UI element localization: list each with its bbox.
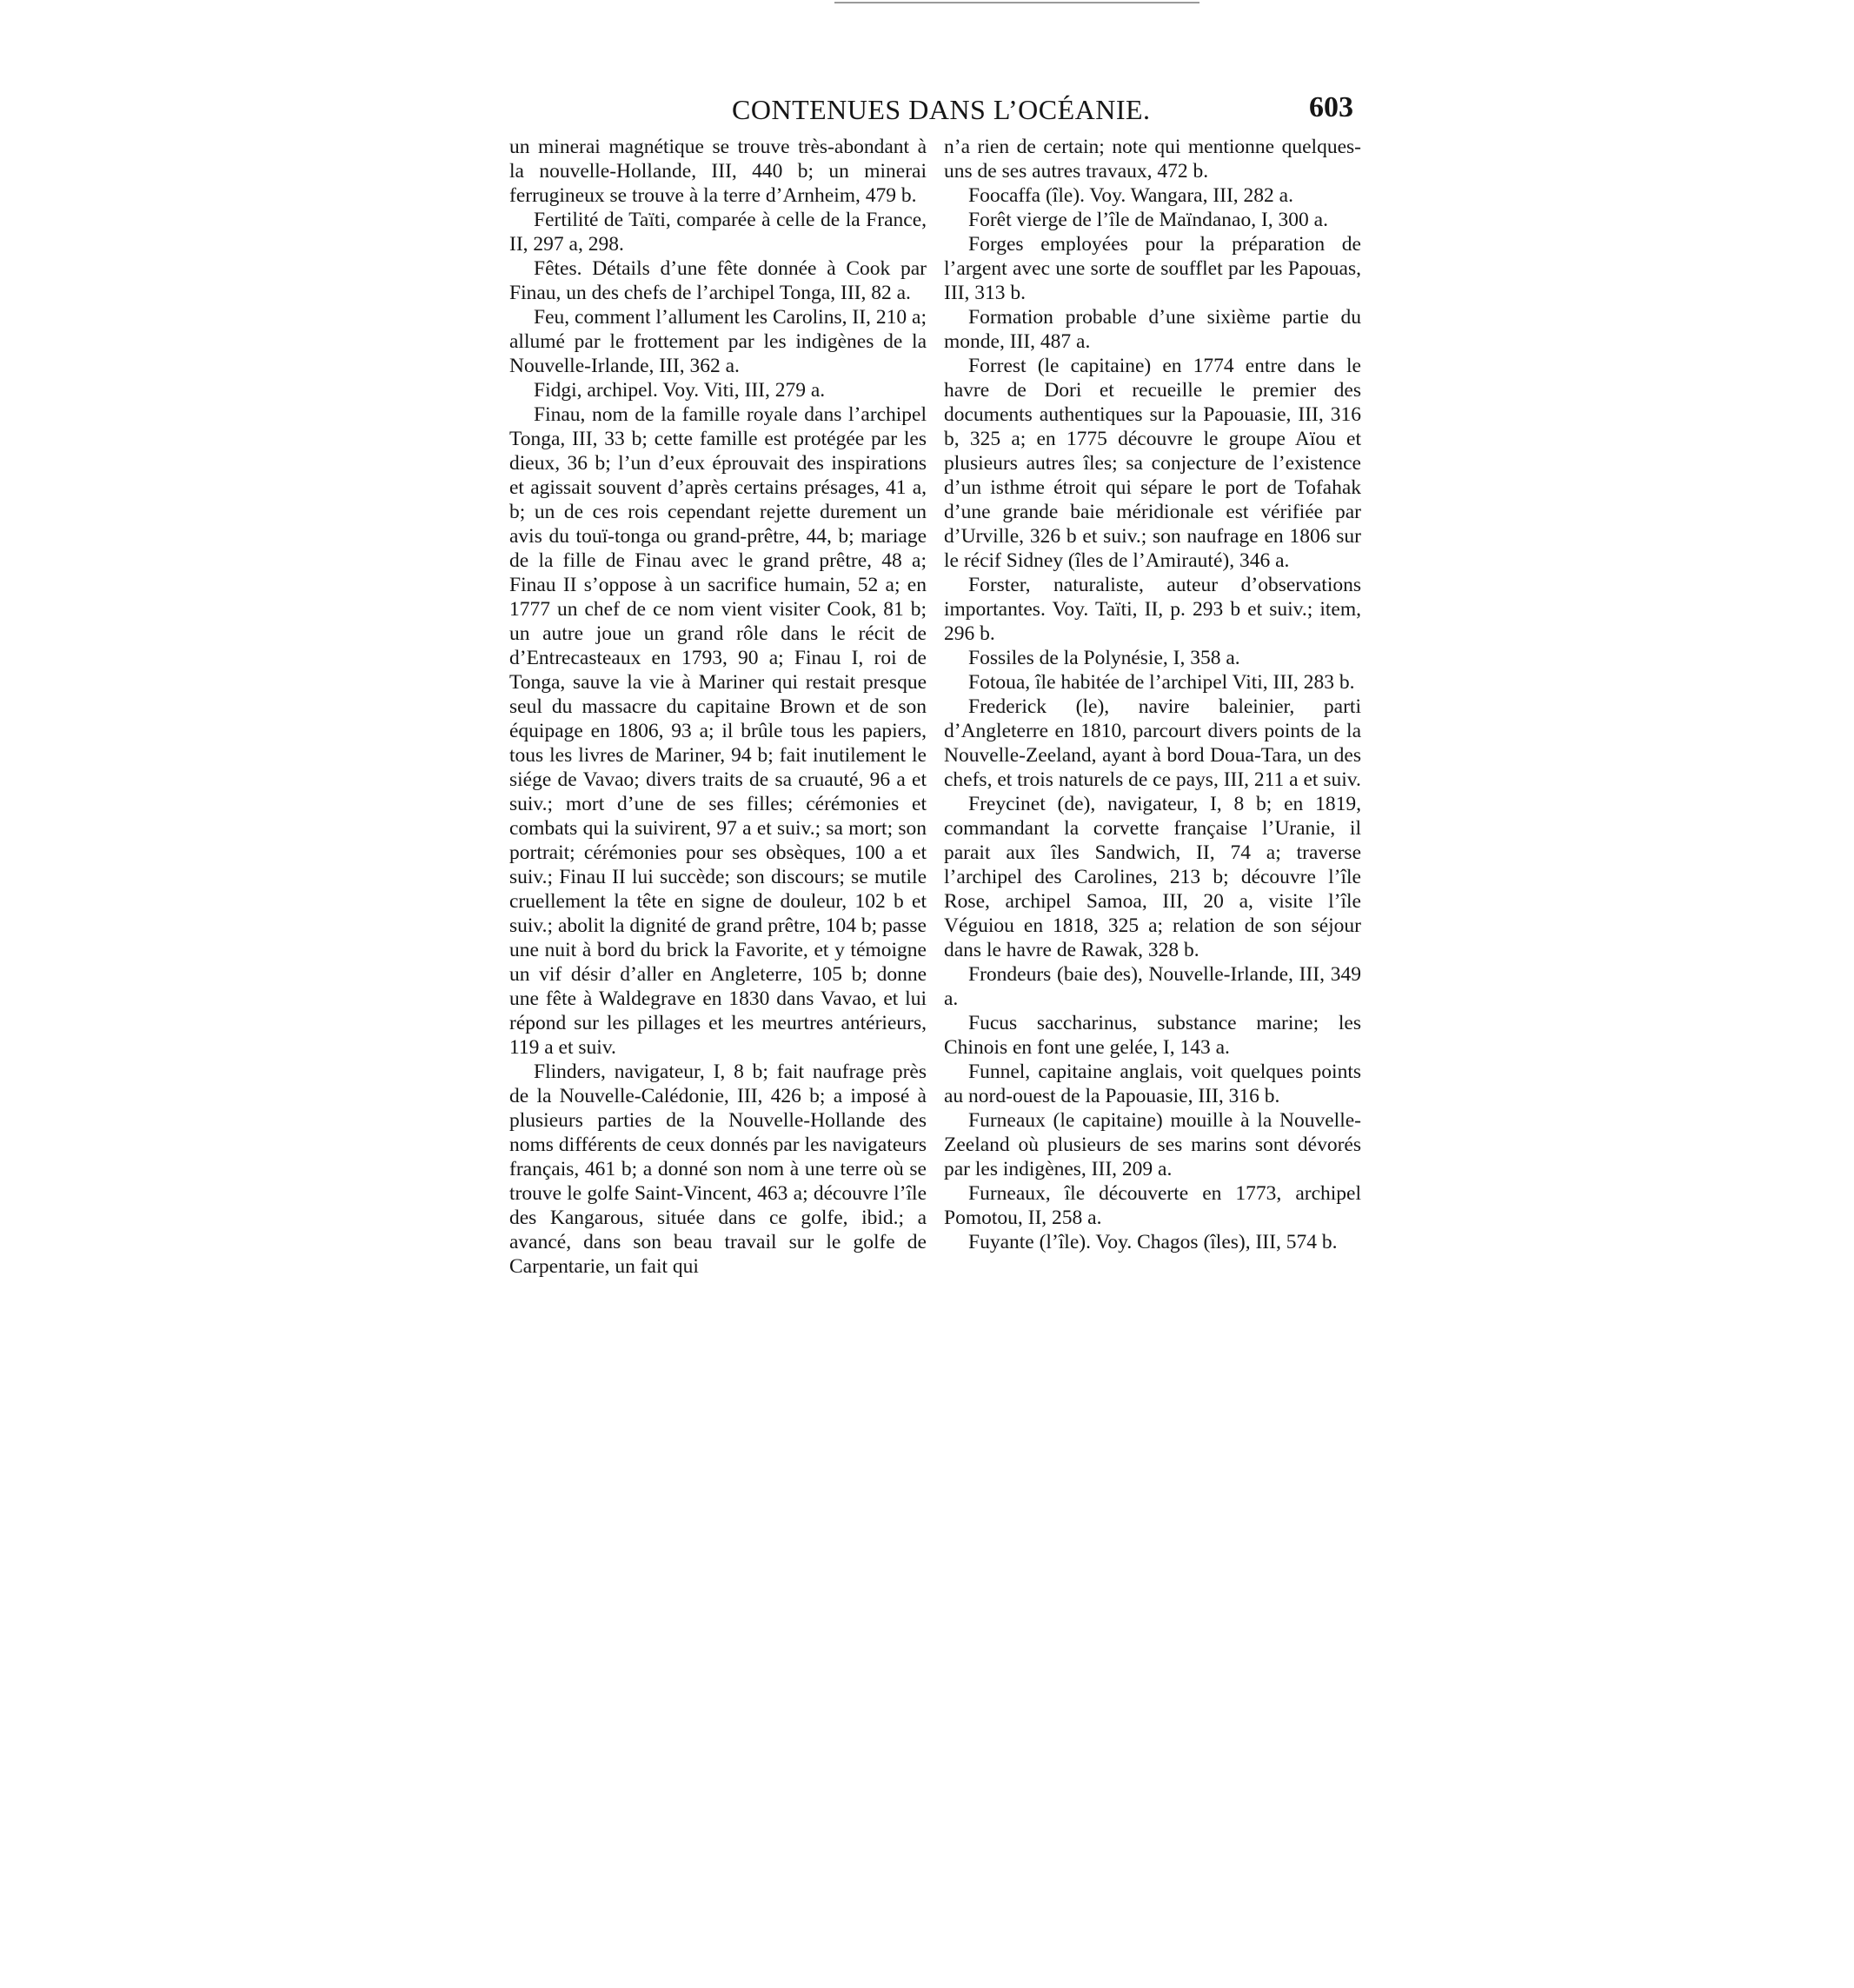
index-entry: Funnel, capitaine anglais, voit quelques points au nord-ouest de la Papouasie, III, 316 b. [944,1060,1361,1107]
index-entry: Forrest (le capitaine) en 1774 entre dans le havre de Dori et recueille le premier des documents authentiques sur la Papouasie, III, 316 b, 325 a; en 1775 découvre le groupe Aïou et plusieurs autres îles; sa conjecture de l’existence d’un isthme étroit qui sépare le port de Tofahak d’une grande baie méridionale est vérifiée par d’Urville, 326 b et suiv.; son naufrage en 1806 sur le récif Sidney (îles de l’Amirauté), 346 a. [944,355,1361,572]
right-column [944,135,1361,1254]
index-entry: Frederick (le), navire baleinier, parti d’Angleterre en 1810, parcourt divers points de la Nouvelle-Zeeland, ayant à bord Doua-Tara, un des chefs, et trois naturels de ce pays, III, 211 a et suiv. [944,695,1361,791]
index-entry: Flinders, navigateur, I, 8 b; fait naufrage près de la Nouvelle-Calédonie, III, 426 b; a imposé à plusieurs parties de la Nouvelle-Hollande des noms différents de ceux donnés par les navigateurs français, 461 b; a donné son nom à une terre où se trouve le golfe Saint-Vincent, 463 a; découvre l’île des Kangarous, située dans ce golfe, ibid.; a avancé, dans son beau travail sur le golfe de Carpentarie, un fait qui [509,1060,927,1278]
index-entry: Finau, nom de la famille royale dans l’archipel Tonga, III, 33 b; cette famille est protégée par les dieux, 36 b; l’un d’eux éprouvait des inspirations et agissait souvent d’après certains présages, 41 a, b; un de ces rois cependant rejette durement un avis du touï-tonga ou grand-prêtre, 44, b; mariage de la fille de Finau avec le grand prêtre, 48 a; Finau II s’oppose à un sacrifice humain, 52 a; en 1777 un chef de ce nom vient visiter Cook, 81 b; un autre joue un grand rôle dans le récit de d’Entrecasteaux en 1793, 90 a; Finau I, roi de Tonga, sauve la vie à Mariner qui restait presque seul du massacre du capitaine Brown et de son équipage en 1806, 93 a; il brûle tous les papiers, tous les livres de Mariner, 94 b; fait inutilement le siége de Vavao; divers traits de sa cruauté, 96 a et suiv.; mort d’une de ses filles; cérémonies et combats qui la suivirent, 97 a et suiv.; sa mort; son portrait; cérémonies pour ses obsèques, 100 a et suiv.; Finau II lui succède; son discours; se mutile cruellement la tête en signe de douleur, 102 b et suiv.; abolit la dignité de grand prêtre, 104 b; passe une nuit à bord du brick la Favorite, et y témoigne un vif désir d’aller en Angleterre, 105 b; donne une fête à Waldegrave en 1830 dans Vavao, et lui répond sur les pillages et les meurtres antérieurs, 119 a et suiv. [509,403,927,1059]
index-entry: Fêtes. Détails d’une fête donnée à Cook par Finau, un des chefs de l’archipel Tonga, III, 82 a. [509,257,927,304]
index-entry: Fertilité de Taïti, comparée à celle de la France, II, 297 a, 298. [509,209,927,256]
index-entry: Feu, comment l’allument les Carolins, II, 210 a; allumé par le frottement par les indigènes de la Nouvelle-Irlande, III, 362 a. [509,306,927,377]
index-entry: Fotoua, île habitée de l’archipel Viti, III, 283 b. [968,671,1355,694]
index-entry: un minerai magnétique se trouve très-abondant à la nouvelle-Hollande, III, 440 b; un minerai ferrugineux se trouve à la terre d’Arnheim, 479 b. [509,136,927,207]
index-entry: Formation probable d’une sixième partie du monde, III, 487 a. [944,306,1361,353]
left-column [509,135,927,1279]
page-title: CONTENUES DANS L’OCÉANIE. [732,94,1151,125]
index-entry: n’a rien de certain; note qui mentionne quelques-uns de ses autres travaux, 472 b. [944,136,1361,183]
index-entry: Forges employées pour la préparation de l’argent avec une sorte de soufflet par les Papouas, III, 313 b. [944,233,1361,304]
scan-artifact-top [834,2,1199,3]
index-entry: Furneaux (le capitaine) mouille à la Nouvelle-Zeeland où plusieurs de ses marins sont dévorés par les indigènes, III, 209 a. [944,1109,1361,1180]
index-entry: Forster, naturaliste, auteur d’observations importantes. Voy. Taïti, II, p. 293 b et suiv.; item, 296 b. [944,574,1361,645]
index-entry: Fuyante (l’île). Voy. Chagos (îles), III, 574 b. [968,1231,1338,1253]
index-entry: Forêt vierge de l’île de Maïndanao, I, 300 a. [968,209,1328,231]
page-number: 603 [1309,91,1353,123]
index-entry: Freycinet (de), navigateur, I, 8 b; en 1819, commandant la corvette française l’Uranie, il parait aux îles Sandwich, II, 74 a; traverse l’archipel des Carolines, 213 b; découvre l’île Rose, archipel Samoa, III, 20 a, visite l’île Véguiou en 1818, 325 a; relation de son séjour dans le havre de Rawak, 328 b. [944,793,1361,961]
index-entry: Fucus saccharinus, substance marine; les Chinois en font une gelée, I, 143 a. [944,1012,1361,1059]
index-entry: Fidgi, archipel. Voy. Viti, III, 279 a. [534,379,826,402]
index-entry: Fossiles de la Polynésie, I, 358 a. [968,647,1240,669]
index-entry: Frondeurs (baie des), Nouvelle-Irlande, III, 349 a. [944,963,1361,1010]
index-entry: Furneaux, île découverte en 1773, archipel Pomotou, II, 258 a. [944,1182,1361,1229]
index-entry: Foocaffa (île). Voy. Wangara, III, 282 a. [968,184,1293,207]
